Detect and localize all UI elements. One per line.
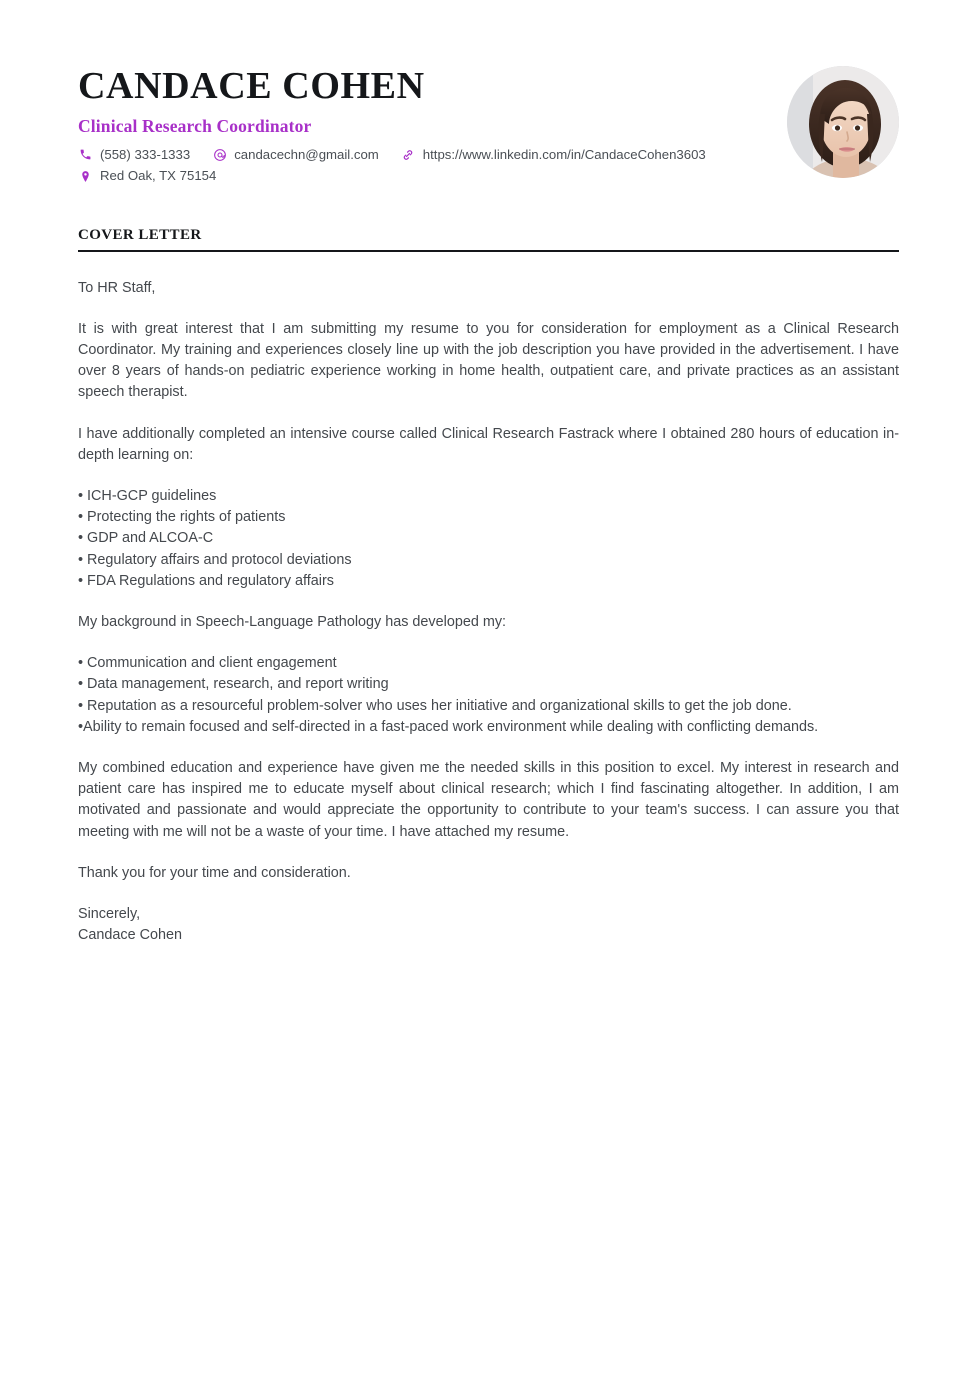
section-title: COVER LETTER bbox=[78, 226, 202, 243]
avatar bbox=[787, 66, 899, 178]
contact-details bbox=[78, 146, 761, 184]
closing-salutation: Sincerely, bbox=[78, 906, 141, 923]
contact-linkedin-label: https://www.linkedin.com/in/CandaceCohen3603 bbox=[422, 147, 706, 163]
contact-email[interactable] bbox=[212, 146, 379, 163]
list-item: • ICH-GCP guidelines bbox=[78, 488, 217, 504]
contact-email-label: candacechn@gmail.com bbox=[234, 147, 379, 163]
contact-linkedin[interactable] bbox=[401, 146, 706, 163]
cover-letter-section bbox=[78, 227, 899, 252]
contact-location bbox=[78, 167, 216, 184]
letter-body bbox=[78, 278, 899, 947]
header-identity-block bbox=[78, 62, 761, 189]
signature-name: Candace Cohen bbox=[78, 927, 183, 944]
section-divider bbox=[78, 250, 899, 252]
education-bullet-list bbox=[78, 486, 899, 592]
email-icon bbox=[212, 147, 227, 162]
skills-bullet-list bbox=[78, 653, 899, 738]
contact-phone[interactable] bbox=[78, 146, 190, 163]
list-item: •Ability to remain focused and self-directed in a fast-paced work environment while dealing with conflicting demands. bbox=[78, 718, 819, 735]
contact-row-primary bbox=[78, 146, 761, 163]
phone-icon bbox=[78, 147, 93, 162]
document-header bbox=[78, 0, 899, 189]
candidate-name: CANDACE COHEN bbox=[78, 65, 425, 107]
list-item: • FDA Regulations and regulatory affairs bbox=[78, 572, 334, 589]
salutation: To HR Staff, bbox=[78, 279, 156, 296]
candidate-job-title: Clinical Research Coordinator bbox=[78, 116, 312, 137]
list-item: • Regulatory affairs and protocol deviations bbox=[78, 551, 352, 568]
contact-row-secondary bbox=[78, 167, 761, 184]
paragraph-closing-pitch: My combined education and experience have given me the needed skills in this position to excel. My interest in research and patient care has inspired me to educate myself about clinical research; which I find fascinating altogether. In addition, I am motivated and passionate and would appreciate the opportunity to contribute to your team's success. I can assure you that meeting with me will not be a waste of your time. I have attached my resume. bbox=[78, 760, 899, 840]
list-item: • Reputation as a resourceful problem-solver who uses her initiative and organizational skills to get the job done. bbox=[78, 697, 792, 714]
paragraph-background: My background in Speech-Language Pathology has developed my: bbox=[78, 614, 507, 631]
paragraph-intro: It is with great interest that I am submitting my resume to you for consideration for employment as a Clinical Research Coordinator. My training and experiences closely line up with the job description you have provided in the advertisement. I have over 8 years of hands-on pediatric experience working in home health, outpatient care, and private practices as an assistant speech therapist. bbox=[78, 320, 899, 401]
contact-phone-label: (558) 333-1333 bbox=[100, 147, 191, 163]
list-item: • Communication and client engagement bbox=[78, 655, 337, 672]
paragraph-thanks: Thank you for your time and consideration. bbox=[78, 864, 351, 881]
list-item: • GDP and ALCOA-C bbox=[78, 530, 214, 547]
location-pin-icon bbox=[78, 169, 93, 184]
list-item: • Protecting the rights of patients bbox=[78, 509, 286, 526]
link-icon bbox=[401, 147, 416, 162]
contact-location-label: Red Oak, TX 75154 bbox=[100, 168, 217, 184]
list-item: • Data management, research, and report writing bbox=[78, 676, 389, 693]
signature-block bbox=[78, 904, 899, 946]
paragraph-education: I have additionally completed an intensive course called Clinical Research Fastrack where I obtained 280 hours of education in-depth learning on: bbox=[78, 425, 899, 463]
